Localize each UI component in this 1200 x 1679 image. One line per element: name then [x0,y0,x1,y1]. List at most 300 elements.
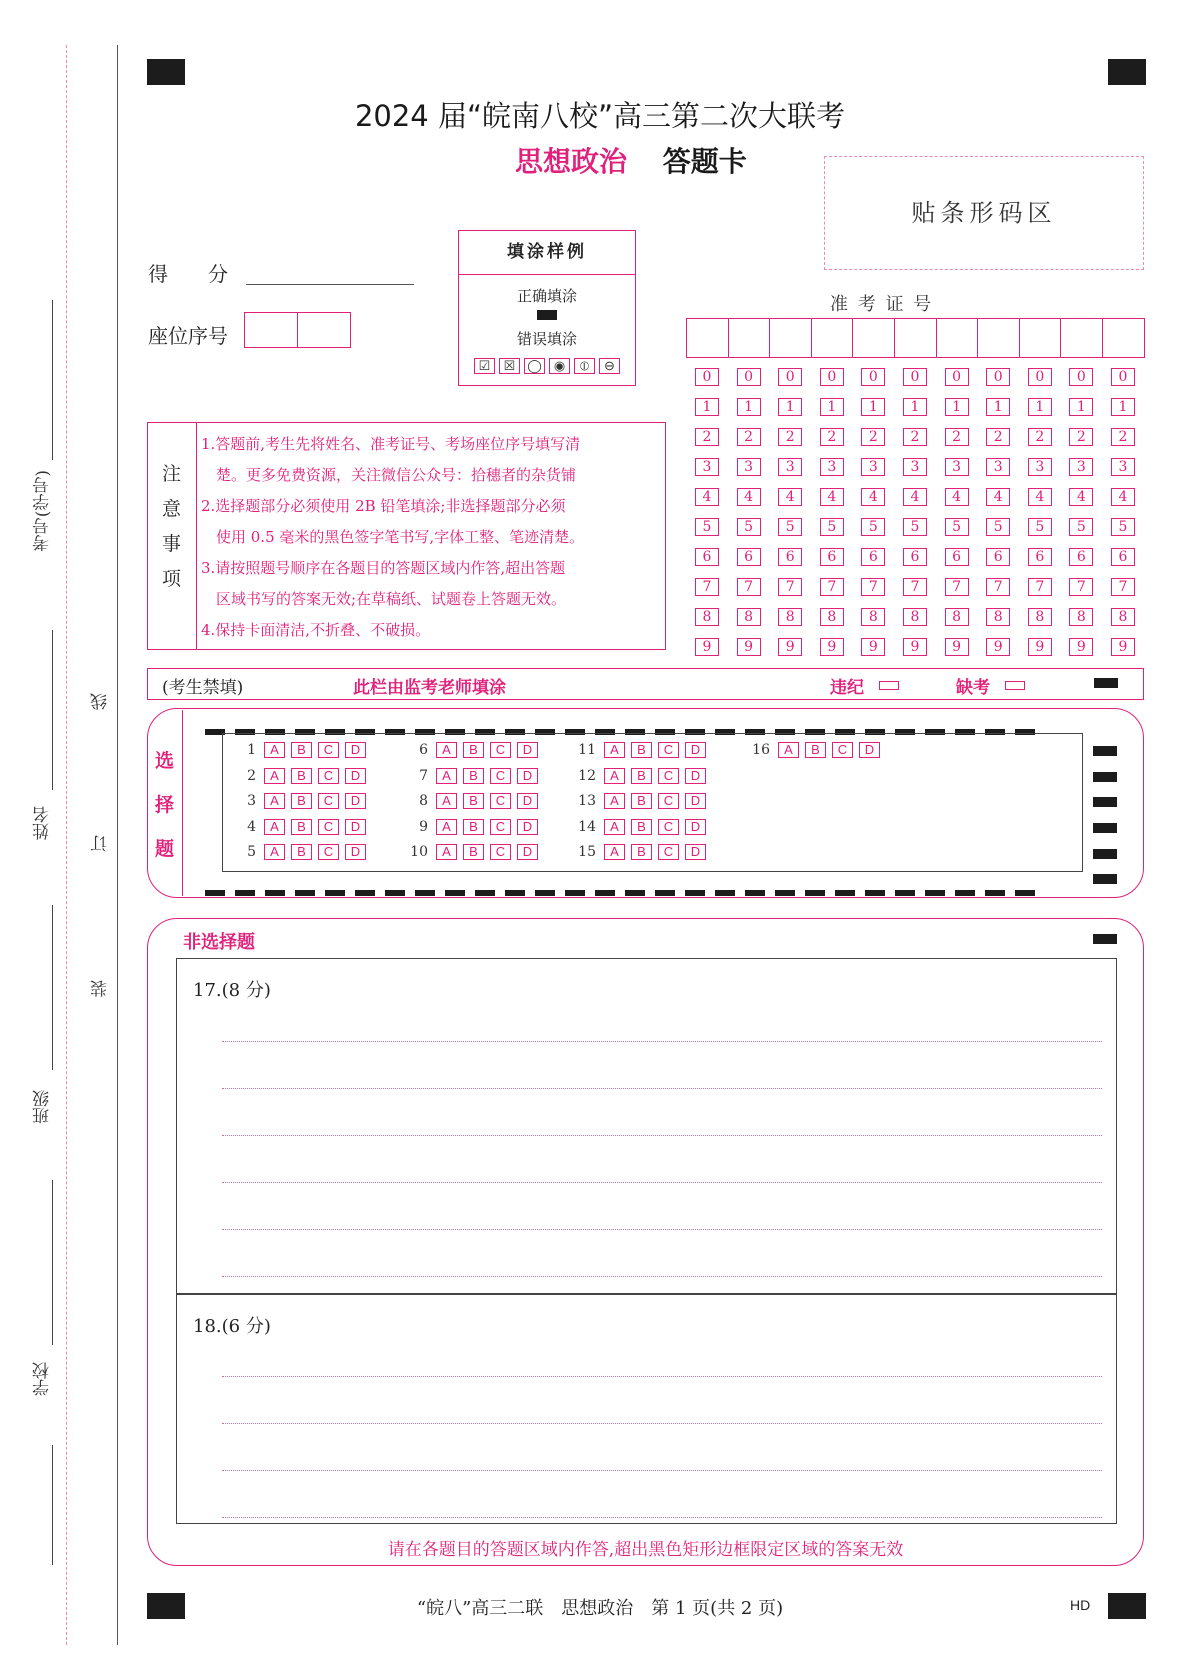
score-line[interactable] [246,284,414,285]
exam-id-digit-bubble[interactable]: 6 [820,548,844,566]
exam-id-cell[interactable] [769,318,812,358]
exam-id-digit-bubble[interactable]: 1 [1069,398,1093,416]
option-bubble[interactable]: B [291,742,312,758]
option-bubble[interactable]: B [463,819,484,835]
exam-id-digit-bubble[interactable]: 4 [945,488,969,506]
exam-id-digit-bubble[interactable]: 6 [861,548,885,566]
option-bubble[interactable]: C [490,844,511,860]
exam-id-digit-bubble[interactable]: 5 [1111,518,1135,536]
q17-answer-line-4 [222,1182,1102,1183]
exam-id-digit-bubble[interactable]: 4 [1069,488,1093,506]
option-bubble[interactable]: A [436,742,457,758]
option-bubble[interactable]: D [517,819,538,835]
proctor-center: 此栏由监考老师填涂 [353,678,506,698]
class-line [52,1180,53,1345]
footer-text: “皖八”高三二联 思想政治 第 1 页(共 2 页) [416,1598,784,1619]
exam-id-cell[interactable] [686,318,729,358]
exam-id-digit-bubble[interactable]: 0 [1028,368,1052,386]
notice-line-7: 4.保持卡面清洁,不折叠、不破损。 [201,621,431,639]
choice-question [572,819,712,835]
option-bubble[interactable]: C [318,844,339,860]
exam-id-digit-bubble[interactable]: 0 [903,368,927,386]
option-bubble[interactable]: D [517,844,538,860]
exam-id-cell[interactable] [894,318,937,358]
choice-right-mark-1 [1093,746,1117,756]
exam-id-cell[interactable] [728,318,771,358]
q18-answer-line-3 [222,1470,1102,1471]
violation-label: 违纪 [830,678,864,698]
exam-id-digit-bubble[interactable]: 1 [778,398,802,416]
fill-correct-mark [537,310,557,320]
choice-title-3: 题 [155,838,175,860]
exam-id-digit-bubble[interactable]: 7 [986,578,1010,596]
exam-id-grid [686,318,1144,658]
barcode-label: 贴条形码区 [911,199,1057,227]
option-bubble[interactable]: C [658,819,679,835]
violation-box[interactable] [879,681,899,690]
exam-id-digit-bubble[interactable]: 8 [737,608,761,626]
exam-id-digit-bubble[interactable]: 0 [1111,368,1135,386]
notice-title-3: 事 [162,533,182,555]
exam-id-digit-bubble[interactable]: 3 [778,458,802,476]
exam-id-cell[interactable] [1019,318,1062,358]
notice-line-6: 区域书写的答案无效;在草稿纸、试题卷上答题无效。 [201,590,567,608]
option-bubble[interactable]: B [463,844,484,860]
option-bubble[interactable]: C [318,768,339,784]
exam-id-digit-bubble[interactable]: 3 [695,458,719,476]
exam-id-digit-bubble[interactable]: 4 [1028,488,1052,506]
cut-line-pink [66,45,67,1645]
exam-id-digit-bubble[interactable]: 0 [1069,368,1093,386]
exam-id-digit-bubble[interactable]: 6 [1069,548,1093,566]
exam-id-digit-bubble[interactable]: 0 [861,368,885,386]
exam-id-digit-bubble[interactable]: 5 [695,518,719,536]
answer-area-warning: 请在各题目的答题区域内作答,超出黑色矩形边框限定区域的答案无效 [387,1540,904,1560]
choice-right-mark-4 [1093,823,1117,833]
exam-id-digit-bubble[interactable]: 6 [945,548,969,566]
choice-right-mark-2 [1093,772,1117,782]
exam-id-digit-bubble[interactable]: 0 [820,368,844,386]
exam-id-digit-bubble[interactable]: 4 [1111,488,1135,506]
exam-id-digit-bubble[interactable]: 1 [945,398,969,416]
binding-ding: 订 [91,835,111,852]
option-bubble[interactable]: C [490,819,511,835]
question-number: 4 [247,818,256,835]
choice-question [232,793,372,809]
exam-id-digit-bubble[interactable]: 2 [861,428,885,446]
exam-id-digit-bubble[interactable]: 9 [945,638,969,656]
notice-line-1: 1.答题前,考生先将姓名、准考证号、考场座位序号填写清 [201,435,581,453]
notice-title-4: 项 [162,568,182,590]
exam-id-digit-bubble[interactable]: 2 [1028,428,1052,446]
choice-question [404,819,544,835]
option-bubble[interactable]: C [318,793,339,809]
exam-id-digit-bubble[interactable]: 9 [1111,638,1135,656]
exam-id-digit-bubble[interactable]: 0 [945,368,969,386]
option-bubble[interactable]: B [631,768,652,784]
q17-area[interactable] [176,958,1117,1295]
exam-id-digit-bubble[interactable]: 3 [861,458,885,476]
option-bubble[interactable]: C [832,742,853,758]
card-label: 答题卡 [662,145,747,178]
q18-answer-line-2 [222,1423,1102,1424]
exam-id-digit-bubble[interactable]: 1 [986,398,1010,416]
option-bubble[interactable]: D [685,793,706,809]
exam-id-cell[interactable] [1060,318,1103,358]
exam-id-digit-bubble[interactable]: 9 [695,638,719,656]
non-choice-mark [1093,934,1117,944]
exam-id-digit-bubble[interactable]: 0 [986,368,1010,386]
option-bubble[interactable]: C [490,742,511,758]
option-bubble[interactable]: D [517,768,538,784]
exam-id-digit-bubble[interactable]: 7 [695,578,719,596]
option-bubble[interactable]: B [291,844,312,860]
exam-id-label: 准 考 证 号 [830,294,934,315]
notice-title-1: 注 [162,463,182,485]
exam-id-cell[interactable] [977,318,1020,358]
option-bubble[interactable]: A [436,844,457,860]
option-bubble[interactable]: A [604,742,625,758]
exam-id-cell[interactable] [811,318,854,358]
exam-id-digit-bubble[interactable]: 6 [778,548,802,566]
exam-id-digit-bubble[interactable]: 5 [737,518,761,536]
wrong-mark-circle: ◯ [524,358,545,374]
choice-right-mark-3 [1093,797,1117,807]
seat-box-1[interactable] [244,312,298,348]
exam-id-digit-bubble[interactable]: 1 [861,398,885,416]
exam-id-digit-bubble[interactable]: 8 [778,608,802,626]
exam-id-digit-bubble[interactable]: 7 [861,578,885,596]
option-bubble[interactable]: A [436,768,457,784]
wrong-mark-cross: ☒ [499,358,520,374]
choice-question [232,768,372,784]
exam-id-digit-bubble[interactable]: 3 [945,458,969,476]
q17-answer-line-5 [222,1229,1102,1230]
q18-area[interactable] [176,1293,1117,1524]
exam-id-digit-bubble[interactable]: 9 [820,638,844,656]
exam-id-digit-bubble[interactable]: 4 [986,488,1010,506]
exam-id-digit-bubble[interactable]: 8 [903,608,927,626]
exam-id-digit-bubble[interactable]: 9 [737,638,761,656]
exam-id-cell[interactable] [1102,318,1145,358]
fill-correct-label: 正确填涂 [516,287,577,305]
exam-id-digit-bubble[interactable]: 7 [1069,578,1093,596]
question-number: 13 [578,793,596,810]
q18-answer-line-1 [222,1376,1102,1377]
option-bubble[interactable]: C [318,742,339,758]
exam-id-digit-bubble[interactable]: 4 [737,488,761,506]
choice-question [572,742,712,758]
choice-title-1: 选 [155,750,175,772]
exam-id-digit-bubble[interactable]: 4 [778,488,802,506]
option-bubble[interactable]: B [631,844,652,860]
choice-title-2: 择 [155,794,175,816]
exam-id-digit-bubble[interactable]: 8 [695,608,719,626]
exam-no-line [52,300,53,460]
exam-id-digit-bubble[interactable]: 8 [986,608,1010,626]
barcode-area [824,156,1144,270]
wrong-mark-half: ⦶ [574,358,595,374]
exam-id-digit-bubble[interactable]: 2 [986,428,1010,446]
exam-id-digit-bubble[interactable]: 0 [695,368,719,386]
exam-id-digit-bubble[interactable]: 6 [695,548,719,566]
question-number: 10 [410,844,428,861]
choice-question [232,844,372,860]
q17-answer-line-1 [222,1041,1102,1042]
exam-id-digit-bubble[interactable]: 5 [820,518,844,536]
notice-title-column [148,423,197,649]
seat-box-2[interactable] [297,312,351,348]
exam-id-digit-bubble[interactable]: 0 [737,368,761,386]
choice-question [404,844,544,860]
exam-id-digit-bubble[interactable]: 1 [1028,398,1052,416]
question-number: 11 [578,742,596,758]
exam-id-digit-bubble[interactable]: 5 [1028,518,1052,536]
fill-sample-box [458,230,636,386]
option-bubble[interactable]: A [436,819,457,835]
option-bubble[interactable]: D [345,819,366,835]
question-number: 9 [419,818,428,835]
choice-right-mark-5 [1093,849,1117,859]
option-bubble[interactable]: C [658,768,679,784]
corner-mark-top-right [1108,59,1146,85]
subject-name: 思想政治 [515,145,628,178]
corner-mark-top-left [147,59,185,85]
option-bubble[interactable]: B [463,768,484,784]
exam-id-digit-bubble[interactable]: 8 [861,608,885,626]
option-bubble[interactable]: D [685,819,706,835]
choice-dash-top [205,720,1075,726]
exam-id-digit-bubble[interactable]: 8 [1028,608,1052,626]
option-bubble[interactable]: B [463,793,484,809]
exam-id-digit-bubble[interactable]: 7 [945,578,969,596]
exam-id-digit-bubble[interactable]: 7 [820,578,844,596]
option-bubble[interactable]: D [345,844,366,860]
notice-text [201,429,663,646]
name-label: 姓名 [33,806,53,840]
exam-id-digit-bubble[interactable]: 3 [986,458,1010,476]
exam-id-digit-bubble[interactable]: 4 [903,488,927,506]
q18-answer-line-4 [222,1517,1102,1518]
exam-id-digit-bubble[interactable]: 4 [861,488,885,506]
q18-label: 18.(6 分) [193,1316,271,1337]
exam-id-cell[interactable] [852,318,895,358]
option-bubble[interactable]: D [345,742,366,758]
option-bubble[interactable]: C [490,768,511,784]
option-bubble[interactable]: B [805,742,826,758]
exam-id-digit-bubble[interactable]: 5 [986,518,1010,536]
exam-id-digit-bubble[interactable]: 2 [737,428,761,446]
choice-question [572,793,712,809]
option-bubble[interactable]: B [631,819,652,835]
exam-id-digit-bubble[interactable]: 4 [820,488,844,506]
exam-id-digit-bubble[interactable]: 3 [903,458,927,476]
q17-answer-line-3 [222,1135,1102,1136]
exam-id-digit-bubble[interactable]: 8 [1111,608,1135,626]
option-bubble[interactable]: A [604,768,625,784]
exam-id-digit-bubble[interactable]: 9 [778,638,802,656]
q17-answer-line-6 [222,1276,1102,1277]
option-bubble[interactable]: D [345,793,366,809]
exam-id-digit-bubble[interactable]: 7 [903,578,927,596]
exam-id-digit-bubble[interactable]: 4 [695,488,719,506]
choice-divider [182,710,183,896]
exam-id-digit-bubble[interactable]: 2 [1111,428,1135,446]
binding-zhuang: 装 [91,980,111,997]
school-label: 学校 [33,1362,53,1396]
seat-label: 座位序号 [148,324,228,348]
exam-id-digit-bubble[interactable]: 3 [1069,458,1093,476]
exam-id-digit-bubble[interactable]: 7 [778,578,802,596]
option-bubble[interactable]: A [264,742,285,758]
exam-id-digit-bubble[interactable]: 1 [695,398,719,416]
exam-id-digit-bubble[interactable]: 8 [820,608,844,626]
option-bubble[interactable]: C [318,819,339,835]
option-bubble[interactable]: C [658,742,679,758]
option-bubble[interactable]: D [685,844,706,860]
exam-id-digit-bubble[interactable]: 6 [903,548,927,566]
exam-id-digit-bubble[interactable]: 5 [945,518,969,536]
option-bubble[interactable]: D [859,742,880,758]
choice-question [572,768,712,784]
exam-id-digit-bubble[interactable]: 2 [695,428,719,446]
choice-question [404,768,544,784]
option-bubble[interactable]: D [517,793,538,809]
exam-id-digit-bubble[interactable]: 2 [820,428,844,446]
binding-xian: 线 [91,693,111,710]
choice-question [572,844,712,860]
fill-wrong-label: 错误填涂 [516,330,577,348]
exam-id-digit-bubble[interactable]: 8 [945,608,969,626]
option-bubble[interactable]: B [291,768,312,784]
option-bubble[interactable]: B [291,793,312,809]
question-number: 6 [419,742,428,758]
exam-id-digit-bubble[interactable]: 3 [1028,458,1052,476]
exam-id-digit-bubble[interactable]: 9 [1028,638,1052,656]
exam-id-digit-bubble[interactable]: 3 [820,458,844,476]
absent-box[interactable] [1005,681,1025,690]
subtitle [515,140,747,180]
choice-grid [222,733,1083,872]
q17-answer-line-2 [222,1088,1102,1089]
question-number: 15 [578,844,596,861]
exam-id-digit-bubble[interactable]: 6 [737,548,761,566]
exam-id-digit-bubble[interactable]: 3 [1111,458,1135,476]
exam-id-digit-bubble[interactable]: 3 [737,458,761,476]
exam-id-digit-bubble[interactable]: 7 [1028,578,1052,596]
exam-id-digit-bubble[interactable]: 1 [903,398,927,416]
option-bubble[interactable]: A [264,793,285,809]
exam-id-digit-bubble[interactable]: 6 [986,548,1010,566]
exam-id-digit-bubble[interactable]: 8 [1069,608,1093,626]
exam-id-cell[interactable] [936,318,979,358]
question-number: 3 [247,793,256,810]
exam-id-digit-bubble[interactable]: 1 [737,398,761,416]
option-bubble[interactable]: D [685,742,706,758]
notice-box [147,422,666,650]
option-bubble[interactable]: C [658,844,679,860]
question-number: 16 [752,742,770,758]
option-bubble[interactable]: C [490,793,511,809]
option-bubble[interactable]: A [264,768,285,784]
exam-id-digit-bubble[interactable]: 5 [861,518,885,536]
question-number: 7 [419,767,428,784]
fill-wrong-marks [459,355,635,374]
option-bubble[interactable]: C [658,793,679,809]
wrong-mark-dot: ◉ [549,358,570,374]
exam-id-digit-bubble[interactable]: 2 [903,428,927,446]
option-bubble[interactable]: B [291,819,312,835]
exam-id-digit-bubble[interactable]: 2 [945,428,969,446]
question-number: 8 [419,793,428,810]
option-bubble[interactable]: A [604,819,625,835]
exam-id-digit-bubble[interactable]: 6 [1028,548,1052,566]
option-bubble[interactable]: A [604,844,625,860]
exam-id-digit-bubble[interactable]: 1 [820,398,844,416]
exam-id-digit-bubble[interactable]: 7 [1111,578,1135,596]
option-bubble[interactable]: D [517,742,538,758]
option-bubble[interactable]: B [631,742,652,758]
notice-line-5: 3.请按照题号顺序在各题目的答题区域内作答,超出答题 [201,559,566,577]
exam-id-digit-bubble[interactable]: 1 [1111,398,1135,416]
option-bubble[interactable]: A [436,793,457,809]
q17-label: 17.(8 分) [193,980,271,1001]
exam-id-digit-bubble[interactable]: 9 [986,638,1010,656]
choice-question [232,819,372,835]
exam-no-label: 考号(学号) [33,470,53,552]
wrong-mark-partial: ⊖ [599,358,620,374]
question-number: 2 [247,767,256,784]
question-number: 5 [247,844,256,861]
exam-id-digit-bubble[interactable]: 6 [1111,548,1135,566]
exam-id-digit-bubble[interactable]: 0 [778,368,802,386]
notice-line-3: 2.选择题部分必须使用 2B 铅笔填涂;非选择题部分必须 [201,497,566,515]
proctor-mark [1094,678,1118,688]
class-label: 班级 [33,1090,53,1124]
option-bubble[interactable]: B [631,793,652,809]
choice-question [232,742,372,758]
question-number: 12 [578,767,596,784]
notice-line-4: 使用 0.5 毫米的黑色签字笔书写,字体工整、笔迹清楚。 [201,528,585,546]
page-title: 2024 届“皖南八校”高三第二次大联考 [354,99,846,133]
exam-id-digit-bubble[interactable]: 9 [903,638,927,656]
exam-id-digit-bubble[interactable]: 2 [1069,428,1093,446]
score-label: 得 分 [148,262,228,286]
choice-dash-bottom [205,881,1075,887]
notice-line-2: 楚。更多免费资源，关注微信公众号：拾穗者的杂货铺 [201,466,577,484]
option-bubble[interactable]: D [685,768,706,784]
footer-code: HD [1070,1597,1091,1613]
exam-id-digit-bubble[interactable]: 2 [778,428,802,446]
proctor-forbidden: (考生禁填) [162,678,244,698]
exam-id-digit-bubble[interactable]: 5 [1069,518,1093,536]
name-line [52,905,53,1070]
exam-id-digit-bubble[interactable]: 7 [737,578,761,596]
option-bubble[interactable]: D [345,768,366,784]
option-bubble[interactable]: A [604,793,625,809]
exam-id-digit-bubble[interactable]: 9 [1069,638,1093,656]
option-bubble[interactable]: B [463,742,484,758]
exam-id-digit-bubble[interactable]: 9 [861,638,885,656]
option-bubble[interactable]: A [264,844,285,860]
option-bubble[interactable]: A [778,742,799,758]
option-bubble[interactable]: A [264,819,285,835]
exam-id-digit-bubble[interactable]: 5 [903,518,927,536]
exam-id-digit-bubble[interactable]: 5 [778,518,802,536]
question-number: 1 [247,742,256,758]
choice-question [404,793,544,809]
exam-no-line-2 [52,630,53,790]
